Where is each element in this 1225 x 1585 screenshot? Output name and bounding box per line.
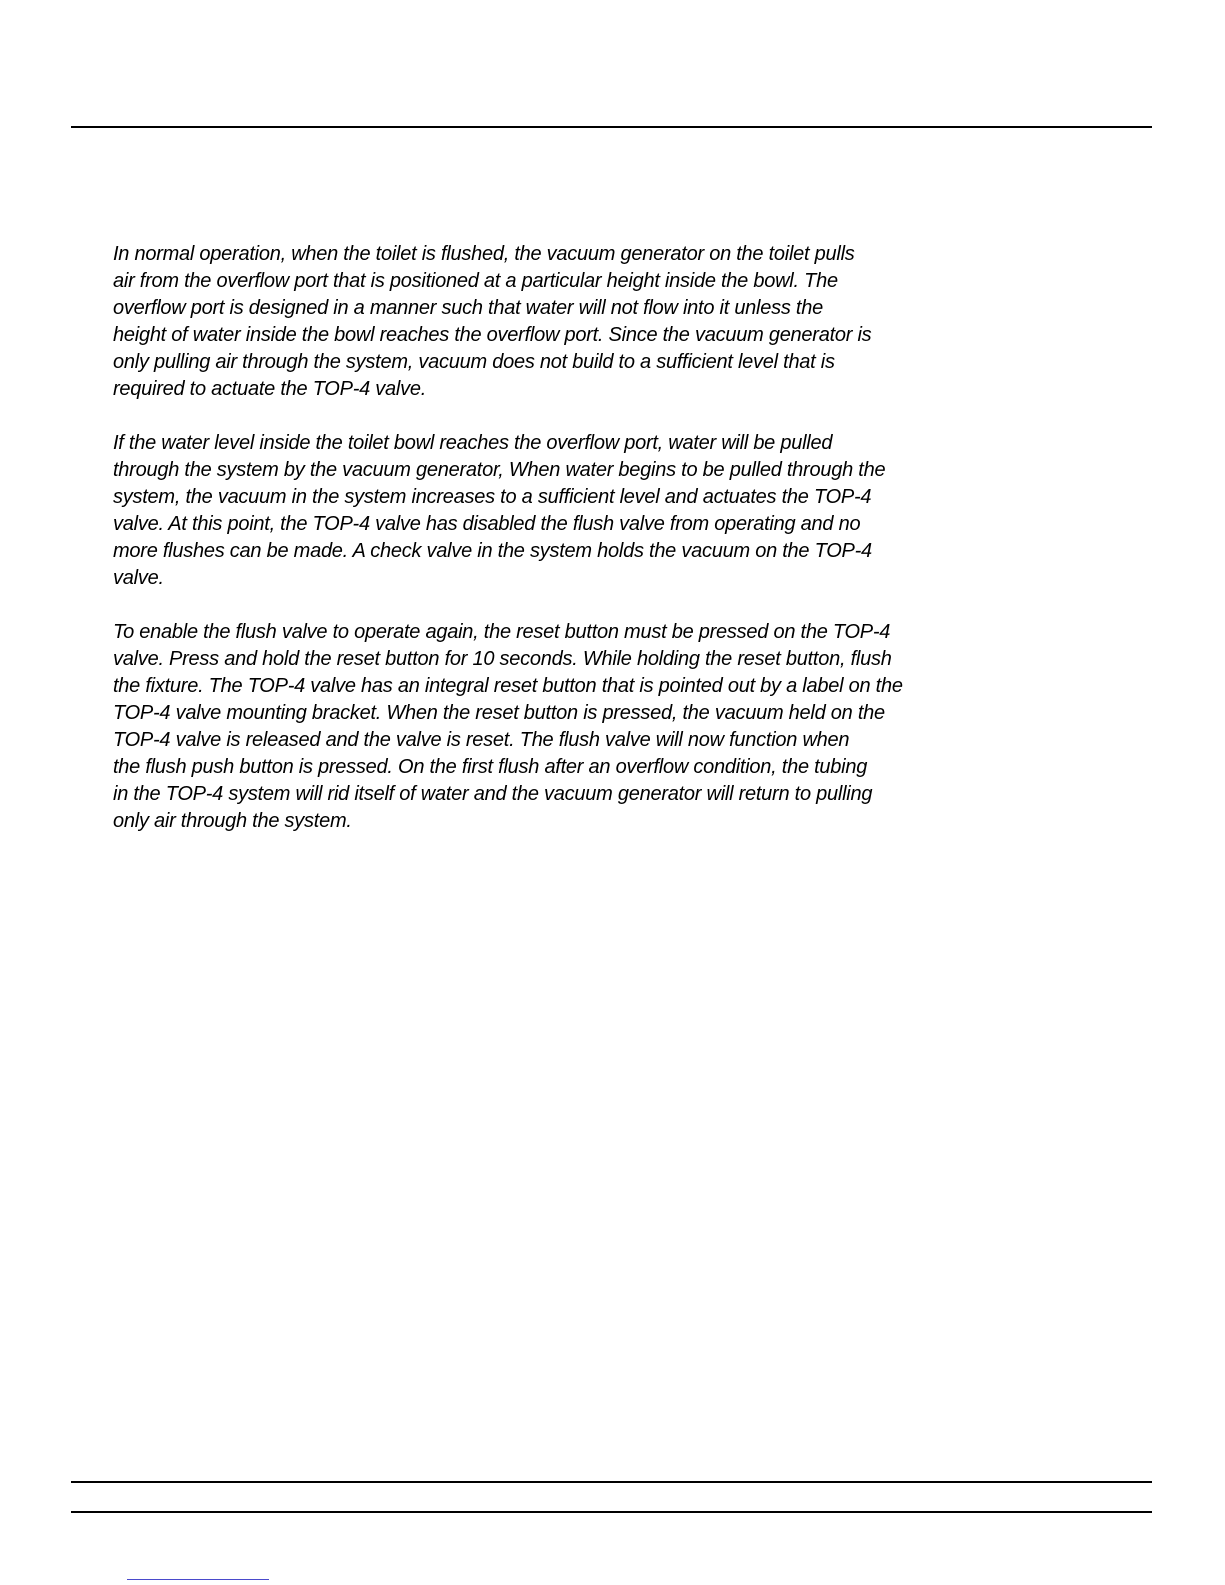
- text-line: TOP-4 valve is released and the valve is reset. The flush valve will now function when: [113, 729, 850, 751]
- footer-divider-upper: [71, 1481, 1152, 1483]
- text-line: valve. At this point, the TOP-4 valve has disabled the flush valve from operating and no: [113, 513, 861, 535]
- text-line: in the TOP-4 system will rid itself of water and the vacuum generator will return to pulling: [113, 783, 873, 805]
- text-line: only air through the system.: [113, 810, 352, 832]
- text-line: only pulling air through the system, vacuum does not build to a sufficient level that is: [113, 351, 835, 373]
- text-line: air from the overflow port that is positioned at a particular height inside the bowl. The: [113, 270, 838, 292]
- text-line: the fixture. The TOP-4 valve has an integral reset button that is pointed out by a label on the: [113, 675, 903, 697]
- text-line: required to actuate the TOP-4 valve.: [113, 378, 427, 400]
- text-line: To enable the flush valve to operate again, the reset button must be pressed on the TOP-4: [113, 621, 891, 643]
- text-line: more flushes can be made. A check valve in the system holds the vacuum on the TOP-4: [113, 540, 872, 562]
- text-line: In normal operation, when the toilet is flushed, the vacuum generator on the toilet pulls: [113, 243, 855, 265]
- paragraph-overflow-condition: [113, 430, 1113, 592]
- link-underline[interactable]: [127, 1579, 269, 1580]
- text-line: If the water level inside the toilet bowl reaches the overflow port, water will be pulled: [113, 432, 833, 454]
- text-line: valve.: [113, 567, 164, 589]
- text-line: through the system by the vacuum generator, When water begins to be pulled through the: [113, 459, 886, 481]
- footer-divider-lower: [71, 1511, 1152, 1513]
- body-text: [113, 241, 1113, 862]
- paragraph-reset-procedure: [113, 619, 1113, 835]
- header-divider: [71, 126, 1152, 128]
- paragraph-normal-operation: [113, 241, 1113, 403]
- text-line: overflow port is designed in a manner such that water will not flow into it unless the: [113, 297, 823, 319]
- text-line: the flush push button is pressed. On the first flush after an overflow condition, the tubing: [113, 756, 868, 778]
- text-line: height of water inside the bowl reaches the overflow port. Since the vacuum generator is: [113, 324, 872, 346]
- text-line: system, the vacuum in the system increases to a sufficient level and actuates the TOP-4: [113, 486, 872, 508]
- text-line: TOP-4 valve mounting bracket. When the reset button is pressed, the vacuum held on the: [113, 702, 885, 724]
- text-line: valve. Press and hold the reset button for 10 seconds. While holding the reset button, flush: [113, 648, 892, 670]
